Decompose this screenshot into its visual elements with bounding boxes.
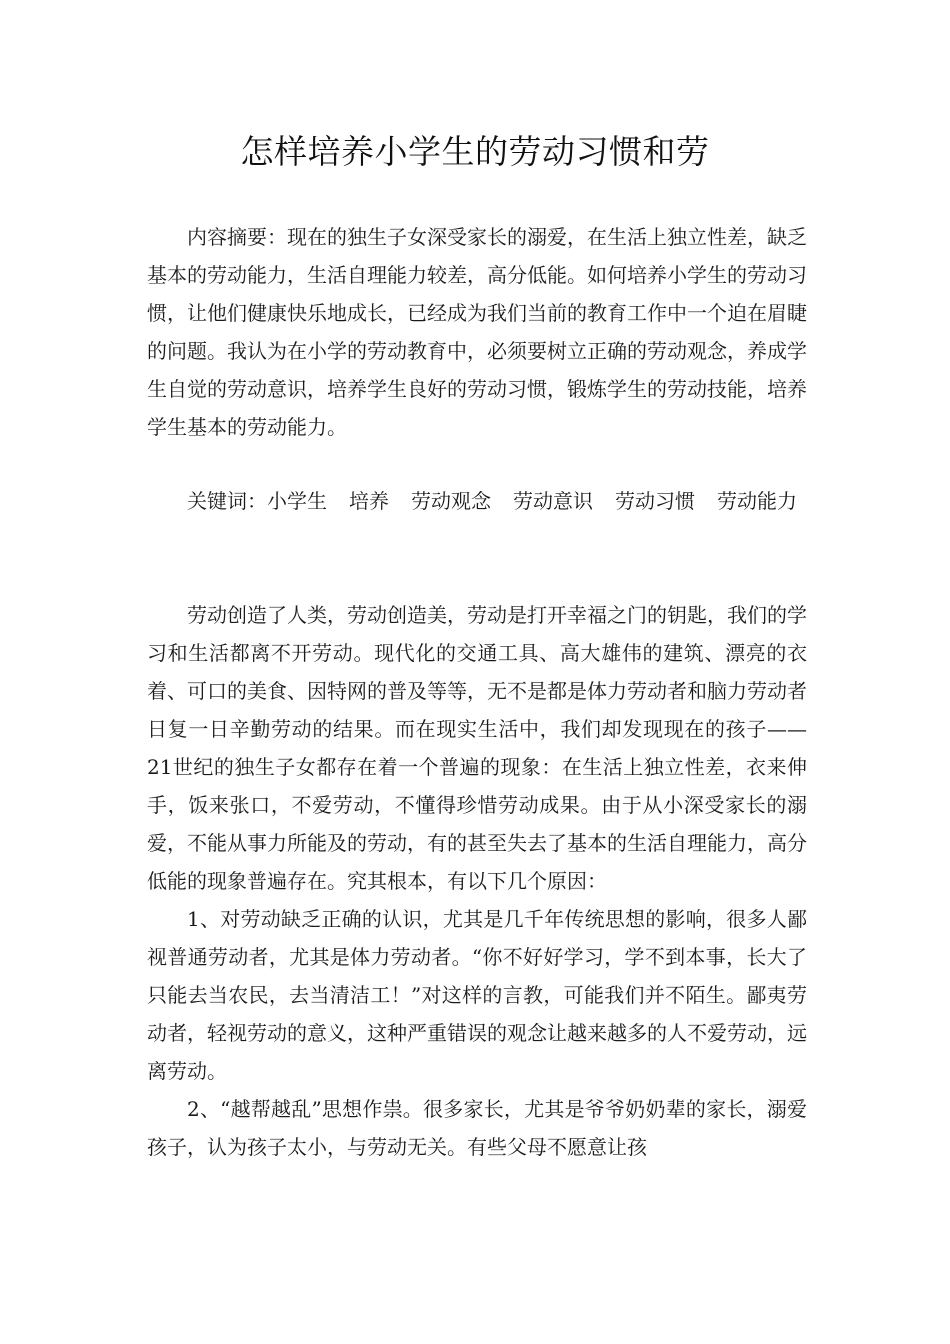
keywords-label: 关键词：	[187, 489, 267, 513]
document-title: 怎样培养小学生的劳动习惯和劳	[240, 132, 710, 171]
abstract-paragraph: 内容摘要：现在的独生子女深受家长的溺爱，在生活上独立性差，缺乏基本的劳动能力，生活自理能力较差，高分低能。如何培养小学生的劳动习惯，让他们健康快乐地成长，已经成为我们当前的教育工作中一个迫在眉睫的问题。我认为在小学的劳动教育中，必须要树立正确的劳动观念，养成学生自觉的劳动意识，培养学生良好的劳动习惯，锻炼学生的劳动技能，培养学生基本的劳动能力。	[147, 225, 807, 439]
keyword: 劳动习惯	[615, 489, 695, 513]
main-text-section	[147, 596, 807, 1166]
keywords-line	[147, 482, 807, 520]
abstract-section	[147, 218, 807, 446]
keywords-section	[147, 482, 807, 520]
body-paragraph: 2、“越帮越乱”思想作祟。很多家长，尤其是爷爷奶奶辈的家长，溺爱孩子，认为孩子太小，与劳动无关。有些父母不愿意让孩	[147, 1097, 807, 1159]
keyword: 劳动观念	[411, 489, 491, 513]
keyword: 劳动能力	[717, 489, 797, 513]
body-paragraph: 劳动创造了人类，劳动创造美，劳动是打开幸福之门的钥匙，我们的学习和生活都离不开劳动。现代化的交通工具、高大雄伟的建筑、漂亮的衣着、可口的美食、因特网的普及等等，无不是都是体力劳动者和脑力劳动者日复一日辛勤劳动的结果。而在现实生活中，我们却发现现在的孩子——21世纪的独生子女都存在着一个普遍的现象：在生活上独立性差，衣来伸手，饭来张口，不爱劳动，不懂得珍惜劳动成果。由于从小深受家长的溺爱，不能从事力所能及的劳动，有的甚至失去了基本的生活自理能力，高分低能的现象普遍存在。究其根本，有以下几个原因：	[147, 603, 807, 893]
keyword: 培养	[349, 489, 389, 513]
keyword: 劳动意识	[513, 489, 593, 513]
keyword: 小学生	[267, 489, 327, 513]
body-paragraph: 1、对劳动缺乏正确的认识，尤其是几千年传统思想的影响，很多人鄙视普通劳动者，尤其是体力劳动者。“你不好好学习，学不到本事，长大了只能去当农民，去当清洁工！”对这样的言教，可能我们并不陌生。鄙夷劳动者，轻视劳动的意义，这种严重错误的观念让越来越多的人不爱劳动，远离劳动。	[147, 907, 807, 1083]
